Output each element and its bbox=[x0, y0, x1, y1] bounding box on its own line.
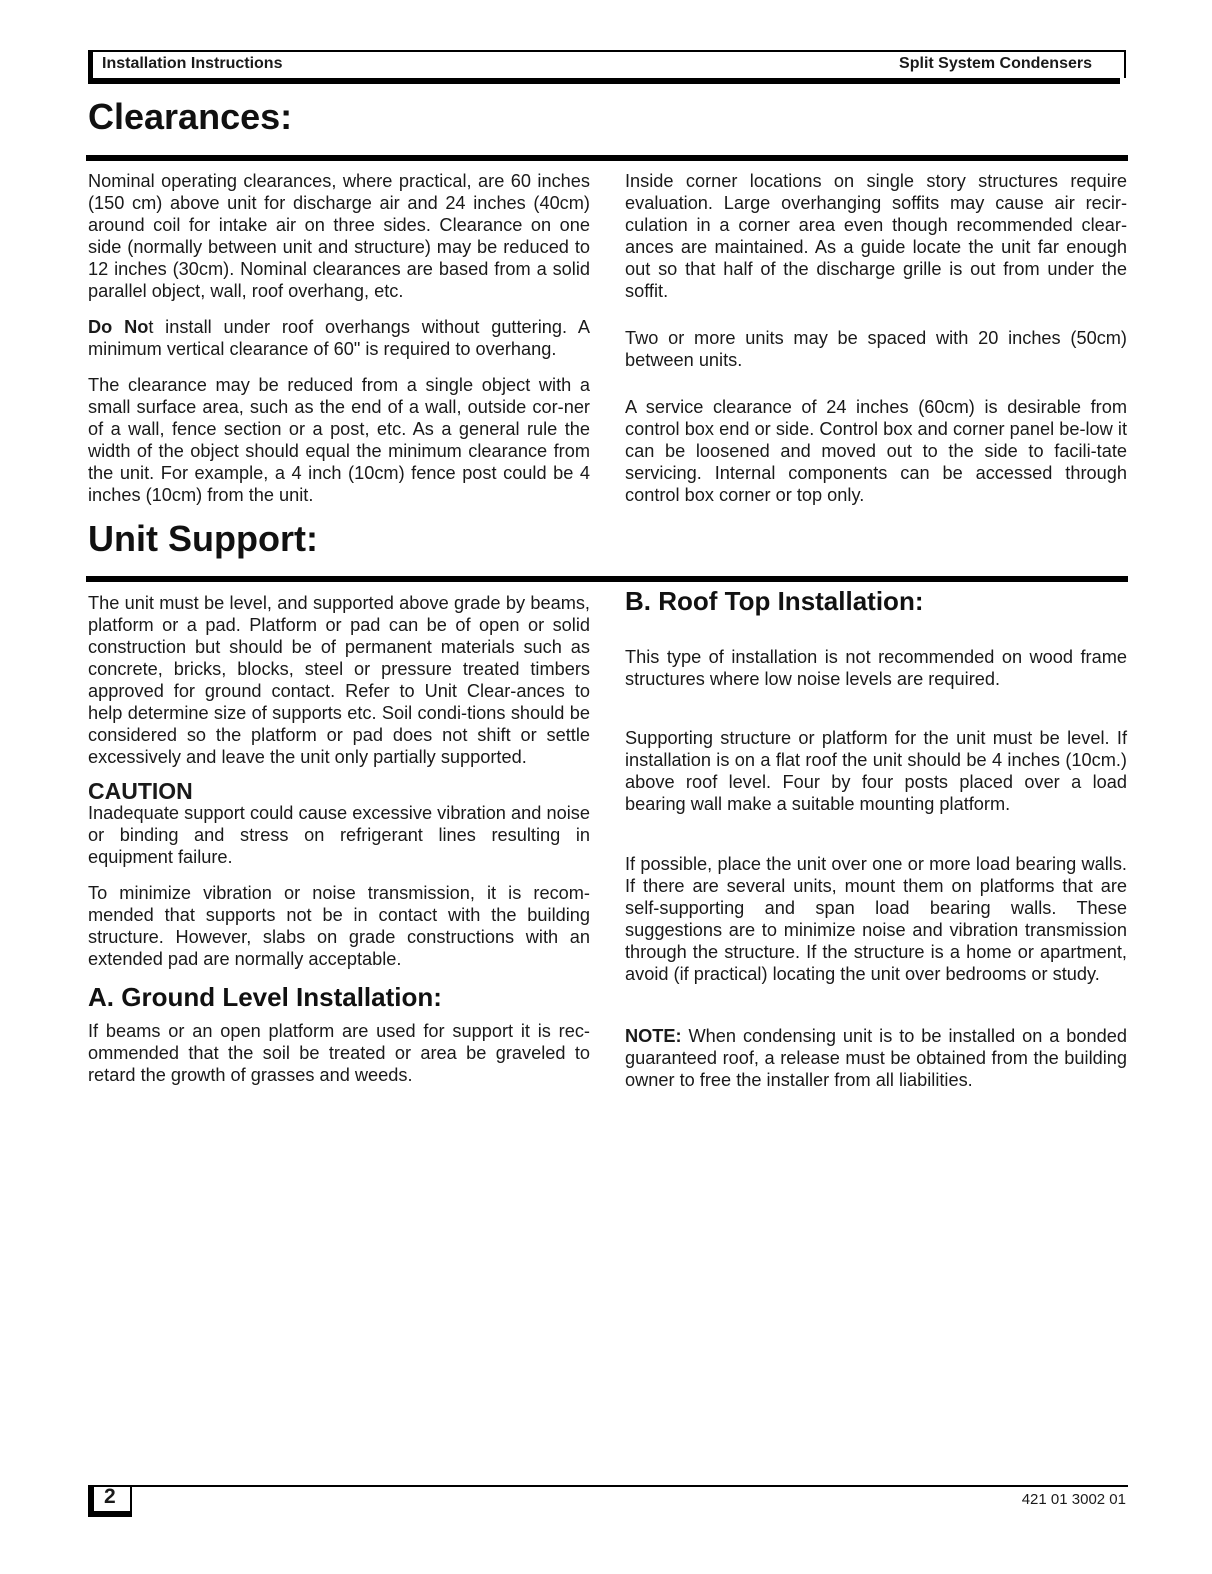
caution-title: CAUTION bbox=[88, 778, 193, 804]
clearances-paragraph-6: A service clearance of 24 inches (60cm) is desirable from control box end or side. Control box and corner panel be-low it can be loosened and moved out to the side to facili-tate servicing. Internal components can be accessed through control box corner or top only. bbox=[625, 397, 1127, 505]
roof-top-paragraph-2: Supporting structure or platform for the unit must be level. If installation is on a flat roof the unit should be 4 inches (10cm.) above roof level. Four by four posts placed over a load bearing wall make a suitable mounting platform. bbox=[625, 728, 1127, 814]
note-label: NOTE: bbox=[625, 1026, 682, 1046]
header-bottom-bar bbox=[88, 78, 1120, 84]
unit-support-paragraph-1: The unit must be level, and supported above grade by beams, platform or a pad. Platform or pad can be of open or solid construction but should be of permanent materials such as concrete, bricks, blocks, steel or pressure treated timbers approved for ground contact. Refer to Unit Clear-ances to help determine size of supports etc. Soil condi-tions should be considered so the platform or pad does not shift or settle excessively and leave the unit only partially supported. bbox=[88, 593, 590, 767]
header-left-title: Installation Instructions bbox=[102, 55, 283, 72]
clearances-right-column bbox=[625, 170, 1127, 506]
note-paragraph bbox=[625, 1025, 1127, 1091]
clearances-paragraph-2-text: t install under roof overhangs without guttering. A minimum vertical clearance of 60" is required to overhang. bbox=[88, 317, 590, 359]
clearances-paragraph-2 bbox=[88, 316, 590, 360]
roof-top-title: B. Roof Top Installation: bbox=[625, 586, 924, 616]
header-right-title: Split System Condensers bbox=[899, 55, 1092, 72]
clearances-title: Clearances: bbox=[88, 96, 293, 137]
page-header bbox=[88, 50, 1126, 78]
roof-top-paragraph-3: If possible, place the unit over one or more load bearing walls. If there are several units, mount them on platforms that are self-supporting and span load bearing walls. These suggestions are to minimize noise and vibration transmission through the structure. If the structure is a home or apartment, avoid (if practical) locating the unit over bedrooms or study. bbox=[625, 854, 1127, 984]
unit-support-rule bbox=[86, 576, 1128, 582]
unit-support-left-column bbox=[88, 592, 590, 1086]
unit-support-paragraph-2: To minimize vibration or noise transmission, it is recom-mended that supports not be in contact with the building structure. However, slabs on grade constructions with an extended pad are normally acceptable. bbox=[88, 883, 590, 969]
unit-support-title: Unit Support: bbox=[88, 518, 318, 559]
unit-support-right-column bbox=[625, 586, 1127, 1091]
footer-rule bbox=[88, 1485, 1128, 1487]
page-box-bottom-bar bbox=[88, 1511, 132, 1517]
do-not-label: Do No bbox=[88, 317, 149, 337]
clearances-paragraph-4: Inside corner locations on single story structures require evaluation. Large overhanging soffits may cause air recir-culation in a corner area even though recommended clear-ances are maintained. As a guide locate the unit far enough out so that half of the discharge grille is out from under the soffit. bbox=[625, 171, 1127, 301]
ground-level-title: A. Ground Level Installation: bbox=[88, 982, 442, 1012]
clearances-rule bbox=[86, 155, 1128, 161]
clearances-left-column bbox=[88, 170, 590, 506]
page-number: 2 bbox=[104, 1485, 116, 1508]
roof-top-paragraph-1: This type of installation is not recommended on wood frame structures where low noise levels are required. bbox=[625, 647, 1127, 689]
note-text: When condensing unit is to be installed on a bonded guaranteed roof, a release must be obtained from the building owner to free the installer from all liabilities. bbox=[625, 1026, 1127, 1090]
page-number-box bbox=[88, 1485, 132, 1513]
document-number: 421 01 3002 01 bbox=[1021, 1491, 1126, 1508]
caution-text: Inadequate support could cause excessive vibration and noise or binding and stress on refrigerant lines resulting in equipment failure. bbox=[88, 803, 590, 867]
ground-level-text: If beams or an open platform are used for support it is rec-ommended that the soil be treated or area be graveled to retard the growth of grasses and weeds. bbox=[88, 1021, 590, 1085]
clearances-paragraph-3: The clearance may be reduced from a single object with a small surface area, such as the end of a wall, outside cor-ner of a wall, fence section or a post, etc. As a general rule the width of the object should equal the minimum clearance from the unit. For example, a 4 inch (10cm) fence post could be 4 inches (10cm) from the unit. bbox=[88, 375, 590, 505]
clearances-paragraph-1: Nominal operating clearances, where practical, are 60 inches (150 cm) above unit for discharge air and 24 inches (40cm) around coil for intake air on three sides. Clearance on one side (normally between unit and structure) may be reduced to 12 inches (30cm). Nominal clearances are based from a solid parallel object, wall, roof overhang, etc. bbox=[88, 171, 590, 301]
clearances-paragraph-5: Two or more units may be spaced with 20 inches (50cm) between units. bbox=[625, 328, 1127, 370]
